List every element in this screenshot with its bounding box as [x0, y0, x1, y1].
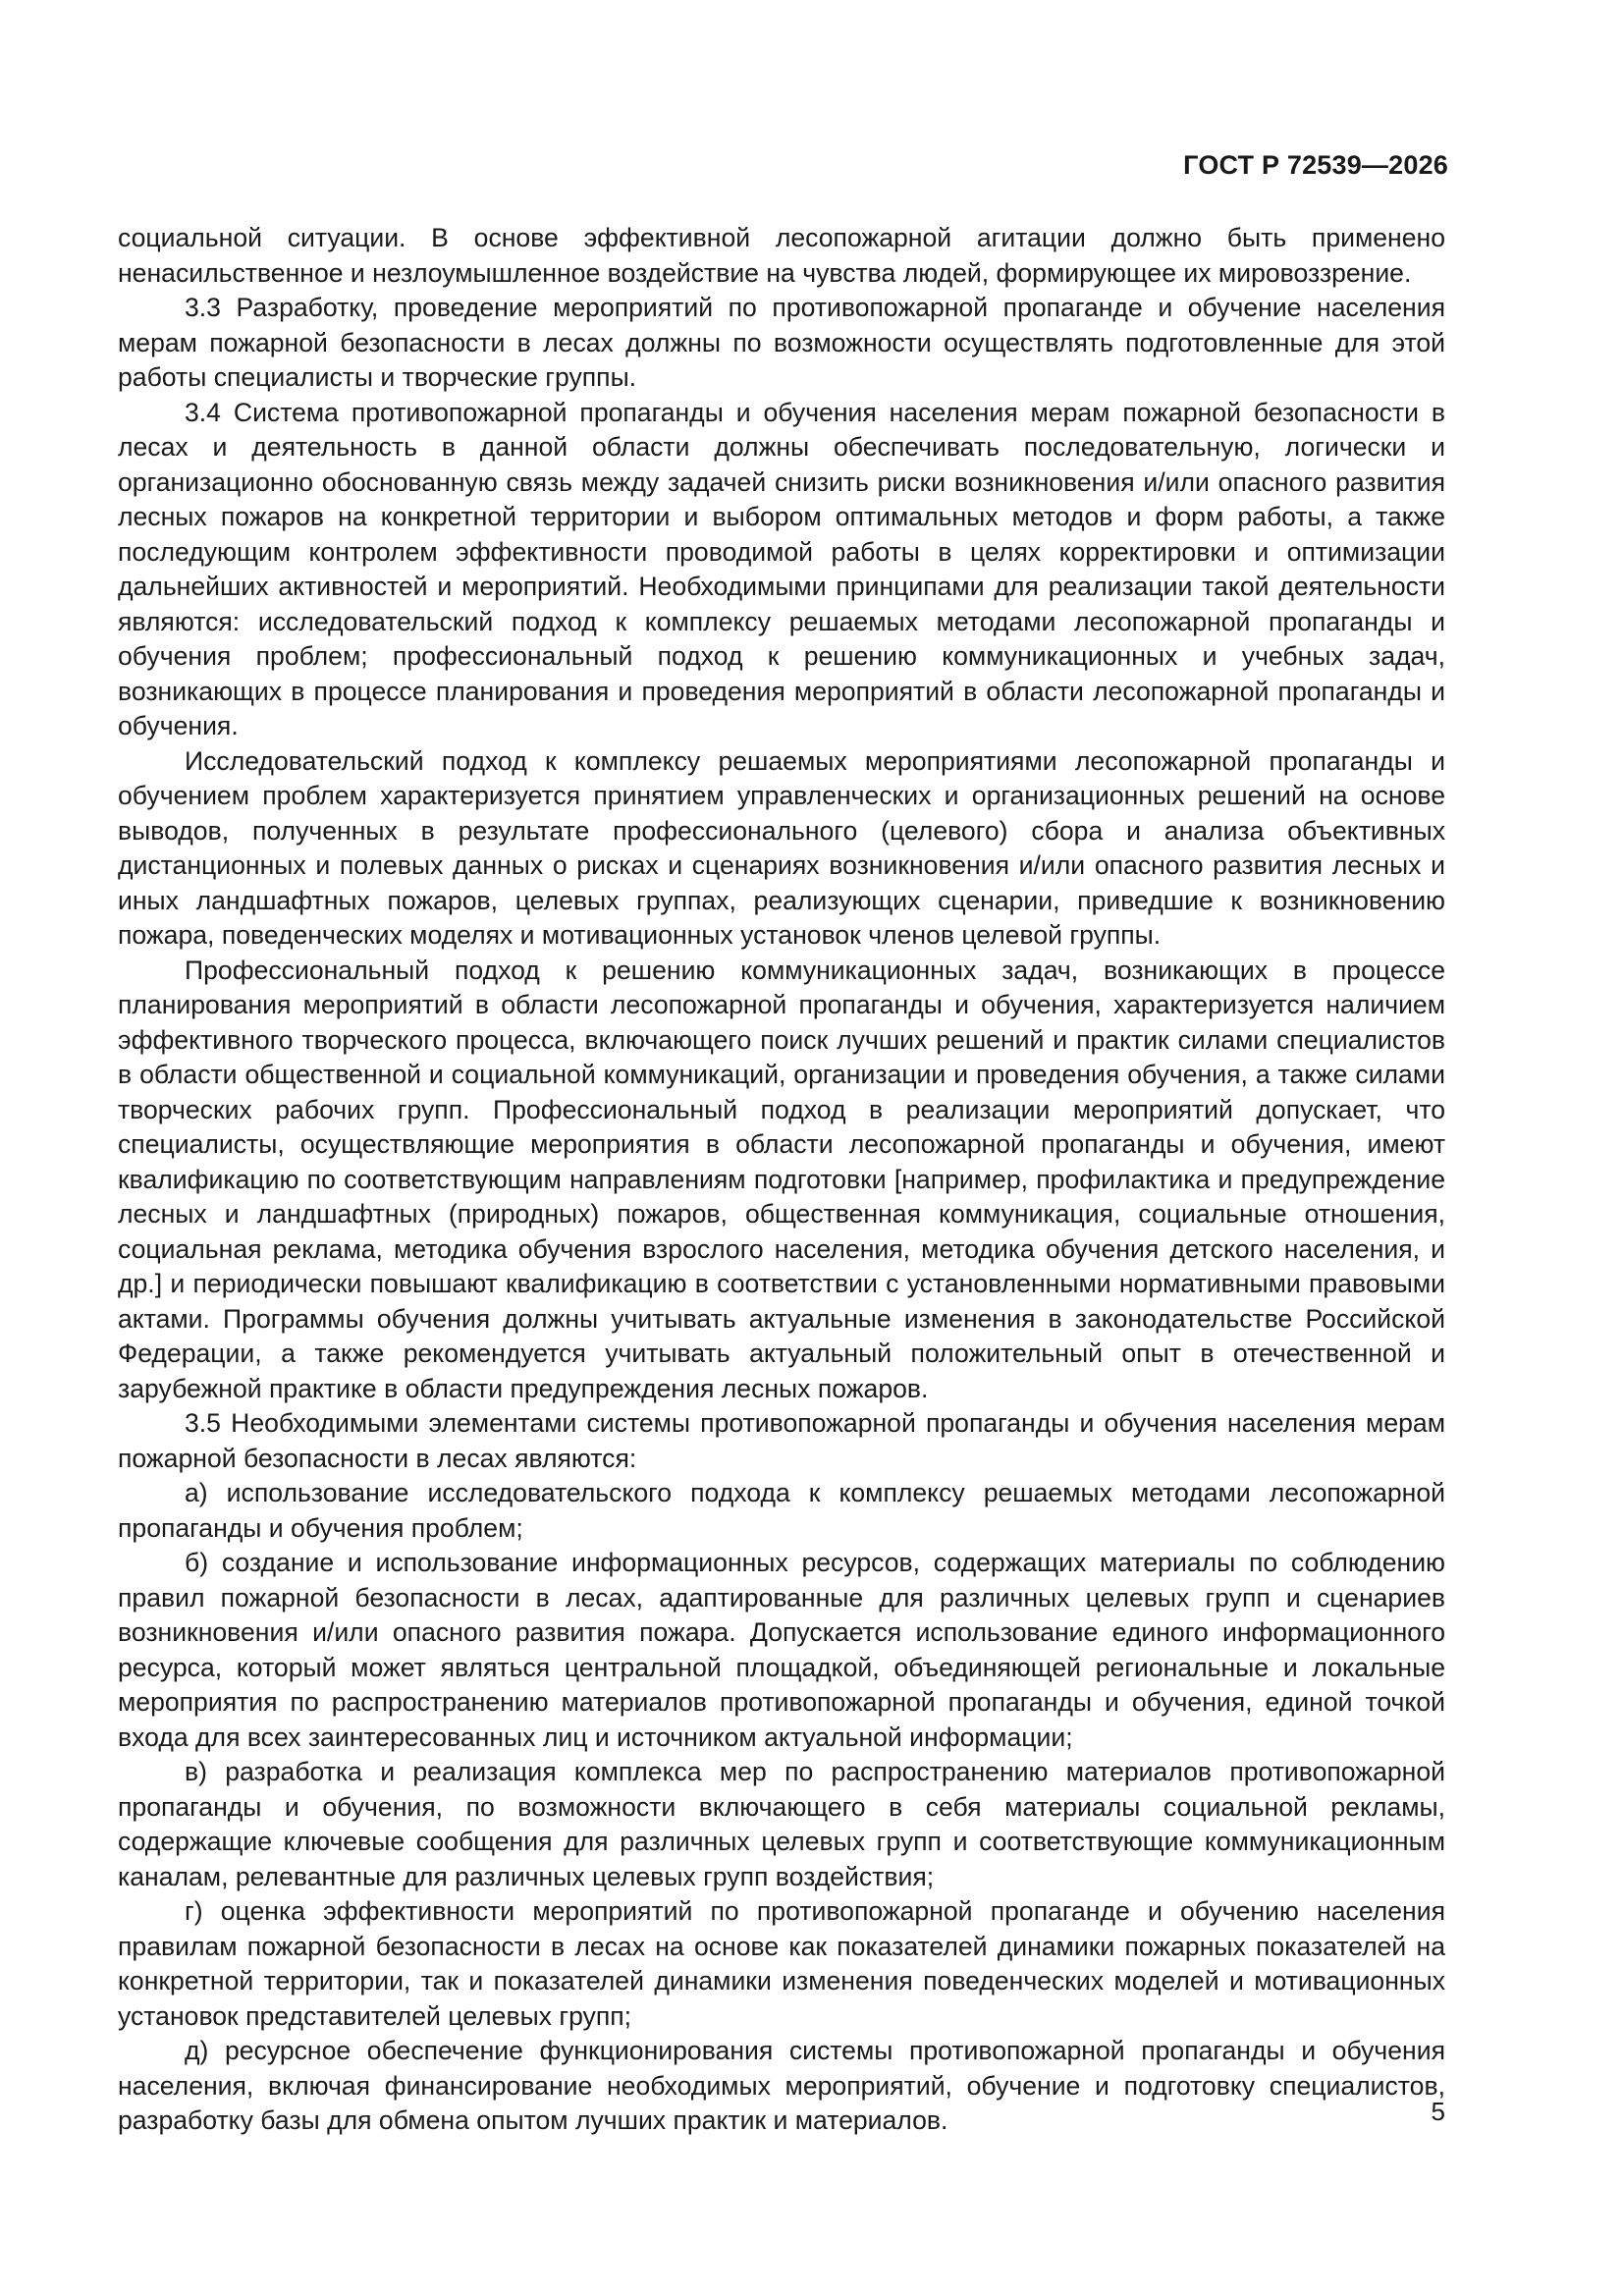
list-item-a: а) использование исследовательского подхода к комплексу решаемых методами лесопожарной пропаганды и обучения проблем; — [118, 1478, 1445, 1543]
list-item-g: г) оценка эффективности мероприятий по противопожарной пропаганде и обучению населения правилам пожарной безопасности в лесах на основе как показателей динамики пожарных показателей на конкретной территории, так и показателей динамики изменения поведенческих моделей и мотивационных установок представителей целевых групп; — [118, 1896, 1445, 2031]
list-item-b: б) создание и использование информационных ресурсов, содержащих материалы по соблюдению правил пожарной безопасности в лесах, адаптированные для различных целевых групп и сценариев возникновения и/или опасного развития пожара. Допускается использование единого информационного ресурса, который может являться центральной площадкой, объединяющей региональные и локальные мероприятия по распространению материалов противопожарной пропаганды и обучения, единой точкой входа для всех заинтересованных лиц и источником актуальной информации; — [118, 1548, 1445, 1752]
document-header-id: ГОСТ Р 72539—2026 — [1183, 150, 1448, 180]
paragraph-continuation: социальной ситуации. В основе эффективной лесопожарной агитации должно быть применено ненасильственное и незлоумышленное воздействие на чувства людей, формирующее их мировоззрение. — [118, 223, 1445, 288]
paragraph-professional-approach: Профессиональный подход к решению коммуникационных задач, возникающих в процессе планирования мероприятий в области лесопожарной пропаганды и обучения, характеризуется наличием эффективного творческого процесса, включающего поиск лучших решений и практик силами специалистов в области общественной и социальной коммуникаций, организации и проведения обучения, а также силами творческих рабочих групп. Профессиональный подход в реализации мероприятий допускает, что специалисты, осуществляющие мероприятия в области лесопожарной пропаганды и обучения, имеют квалификацию по соответствующим направлениям подготовки [например, профилактика и предупреждение лесных и ландшафтных (природных) пожаров, общественная коммуникация, социальные отношения, социальная реклама, методика обучения взрослого населения, методика обучения детского населения, и др.] и периодически повышают квалификацию в соответствии с установленными нормативными правовыми актами. Программы обучения должны учитывать актуальные изменения в законодательстве Российской Федерации, а также рекомендуется учитывать актуальный положительный опыт в отечественной и зарубежной практике в области предупреждения лесных пожаров. — [118, 955, 1445, 1403]
list-item-d: д) ресурсное обеспечение функционирования системы противопожарной пропаганды и обучения населения, включая финансирование необходимых мероприятий, обучение и подготовку специалистов, разработку базы для обмена опытом лучших практик и материалов. — [118, 2036, 1445, 2135]
list-item-v: в) разработка и реализация комплекса мер по распространению материалов противопожарной пропаганды и обучения, по возможности включающего в себя материалы социальной рекламы, содержащие ключевые сообщения для различных целевых групп и соответствующие коммуникационным каналам, релевантные для различных целевых групп воздействия; — [118, 1757, 1445, 1891]
paragraph-research-approach: Исследовательский подход к комплексу решаемых мероприятиями лесопожарной пропаганды и обучением проблем характеризуется принятием управленческих и организационных решений на основе выводов, полученных в результате профессионального (целевого) сбора и анализа объективных дистанционных и полевых данных о рисках и сценариях возникновения и/или опасного развития лесных и иных ландшафтных пожаров, целевых группах, реализующих сценарии, приведшие к возникновению пожара, поведенческих моделях и мотивационных установок членов целевой группы. — [118, 745, 1445, 950]
paragraph-3-5: 3.5 Необходимыми элементами системы противопожарной пропаганды и обучения населения мерам пожарной безопасности в лесах являются: — [118, 1408, 1445, 1473]
document-body — [118, 221, 1445, 2139]
paragraph-3-4: 3.4 Система противопожарной пропаганды и обучения населения мерам пожарной безопасности в лесах и деятельность в данной области должны обеспечивать последовательную, логически и организационно обоснованную связь между задачей снизить риски возникновения и/или опасного развития лесных пожаров на конкретной территории и выбором оптимальных методов и форм работы, а также последующим контролем эффективности проводимой работы в целях корректировки и оптимизации дальнейших активностей и мероприятий. Необходимыми принципами для реализации такой деятельности являются: исследовательский подход к комплексу решаемых методами лесопожарной пропаганды и обучения проблем; профессиональный подход к решению коммуникационных и учебных задач, возникающих в процессе планирования и проведения мероприятий в области лесопожарной пропаганды и обучения. — [118, 397, 1445, 740]
paragraph-3-3: 3.3 Разработку, проведение мероприятий по противопожарной пропаганде и обучение населения мерам пожарной безопасности в лесах должны по возможности осуществлять подготовленные для этой работы специалисты и творческие группы. — [118, 293, 1445, 392]
page-number: 5 — [1431, 2097, 1445, 2126]
